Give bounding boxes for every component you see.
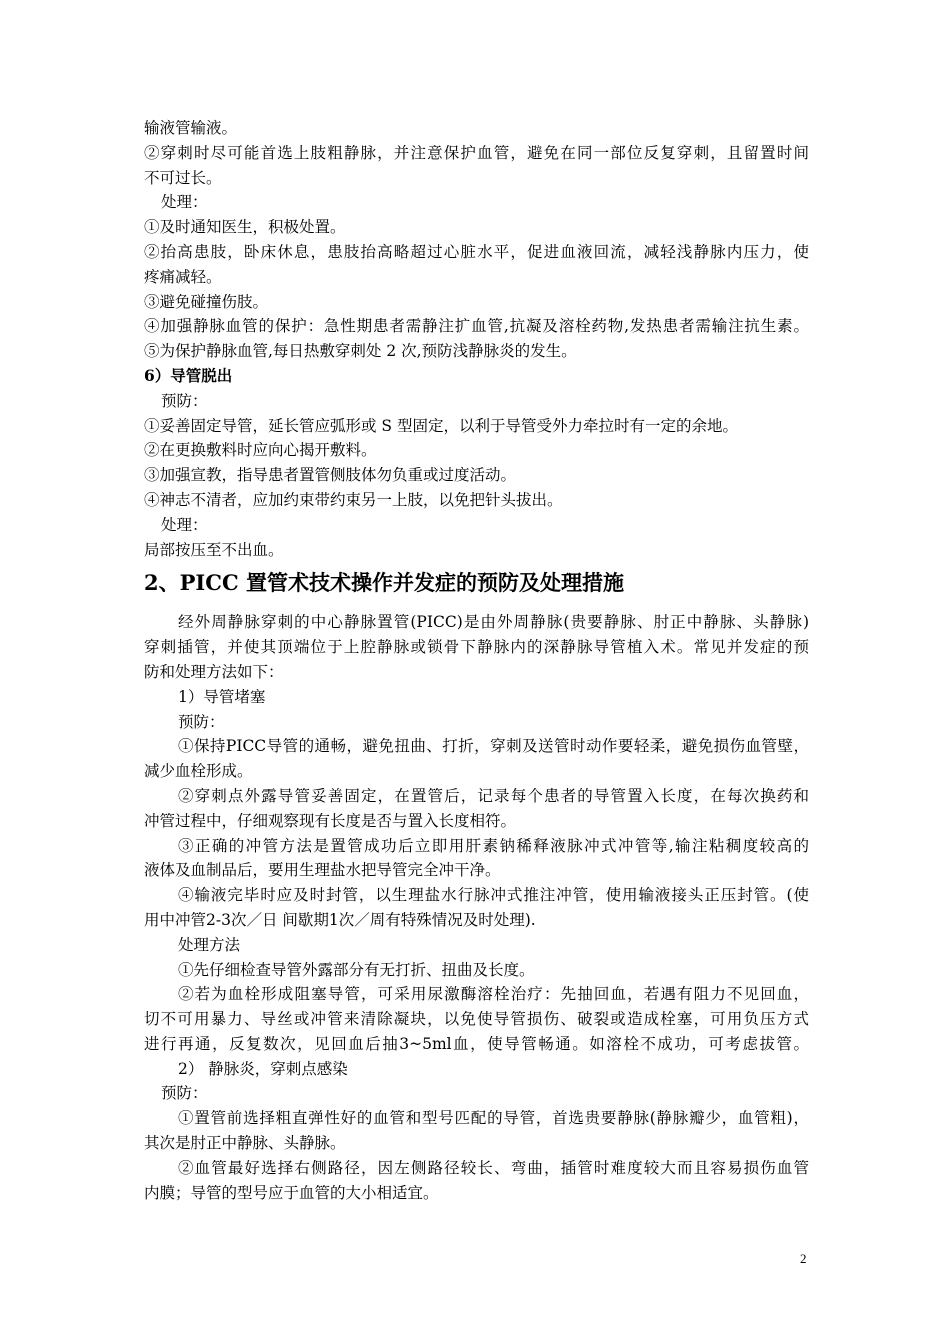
text-line: 处理： [161,193,208,212]
text-line: ①妥善固定导管，延长管应弧形或 S 型固定，以利于导管受外力牵拉时有一定的余地。 [144,416,738,435]
text-line: 预防： [178,712,225,731]
text-line: 处理方法 [178,935,241,954]
text-line: ③避免碰撞伤肢。 [144,292,269,311]
text-line: 预防： [161,391,208,410]
section-heading: 2、PICC 置管术技术操作并发症的预防及处理措施 [144,570,624,596]
text-block-picc [144,610,809,1205]
text-line: ②在更换敷料时应向心揭开敷料。 [144,441,377,460]
text-line: ①保持PICC导管的通畅，避免扭曲、打折，穿刺及送管时动作要轻柔，避免损伤血管壁， [178,737,809,756]
text-line: 穿刺插管，并使其顶端位于上腔静脉或锁骨下静脉内的深静脉导管植入术。常见并发症的预 [144,638,809,657]
text-line: ④神志不清者，应加约束带约束另一上肢，以免把针头拔出。 [144,490,563,509]
text-line: 防和处理方法如下： [144,662,284,681]
text-line: 进行再通，反复数次，见回血后抽3~5ml血，使导管畅通。如溶栓不成功，可考虑拔管。 [144,1034,809,1053]
page-content [144,116,809,1205]
text-line: 内膜；导管的型号应于血管的大小相适宜。 [144,1183,439,1202]
text-line: 用中冲管2-3次／日 间歇期1次／周有特殊情况及时处理). [144,910,536,929]
text-line: ②穿刺时尽可能首选上肢粗静脉，并注意保护血管，避免在同一部位反复穿刺，且留置时间 [144,143,809,162]
text-line: ④加强静脉血管的保护：急性期患者需静注扩血管,抗凝及溶栓药物,发热患者需输注抗生素。 [144,317,809,336]
text-line: ②穿刺点外露导管妥善固定，在置管后，记录每个患者的导管置入长度，在每次换药和 [178,786,809,805]
text-line: ①先仔细检查导管外露部分有无打折、扭曲及长度。 [178,960,535,979]
text-line: 1）导管堵塞 [178,687,266,706]
text-line: ③加强宣教，指导患者置管侧肢体勿负重或过度活动。 [144,466,517,485]
text-line: 经外周静脉穿刺的中心静脉置管(PICC)是由外周静脉(贵要静脉、肘正中静脉、头静脉) [178,613,809,632]
text-line: ②若为血栓形成阻塞导管，可采用尿激酶溶栓治疗：先抽回血，若遇有阻力不见回血， [178,985,809,1004]
text-line: 切不可用暴力、导丝或冲管来清除凝块，以免使导管损伤、破裂或造成栓塞，可用负压方式 [144,1010,809,1029]
page-number: 2 [800,1251,807,1266]
text-line: 疼痛减轻。 [144,267,222,286]
text-line: 其次是肘正中静脉、头静脉。 [144,1134,346,1153]
text-line: ③正确的冲管方法是置管成功后立即用肝素钠稀释液脉冲式冲管等,输注粘稠度较高的 [178,836,809,855]
text-line: 不可过长。 [144,168,222,187]
text-line: 2） 静脉炎，穿刺点感染 [178,1059,348,1078]
text-line: ①及时通知医生，积极处置。 [144,218,346,237]
text-block-top [144,116,809,562]
text-line: ②血管最好选择右侧路径，因左侧路径较长、弯曲，插管时难度较大而且容易损伤血管 [178,1158,809,1177]
text-line: 6）导管脱出 [144,365,233,385]
text-line: 输液管输液。 [144,119,238,137]
text-line: 处理： [161,515,208,534]
text-line: ①置管前选择粗直弹性好的血管和型号匹配的导管，首选贵要静脉(静脉瓣少，血管粗)， [178,1109,809,1128]
text-line: 局部按压至不出血。 [144,540,284,559]
text-line: 冲管过程中，仔细观察现有长度是否与置入长度相符。 [144,811,517,830]
text-line: ⑤为保护静脉血管,每日热敷穿刺处 2 次,预防浅静脉炎的发生。 [144,342,577,361]
text-line: 预防： [161,1084,208,1103]
text-line: 减少血栓形成。 [144,762,253,781]
text-line: 液体及血制品后，要用生理盐水把导管完全冲干净。 [144,861,501,880]
text-line: ②抬高患肢，卧床休息，患肢抬高略超过心脏水平，促进血液回流，减轻浅静脉内压力，使 [144,242,809,261]
text-line: ④输液完毕时应及时封管，以生理盐水行脉冲式推注冲管，使用输液接头正压封管。(使 [178,886,809,905]
